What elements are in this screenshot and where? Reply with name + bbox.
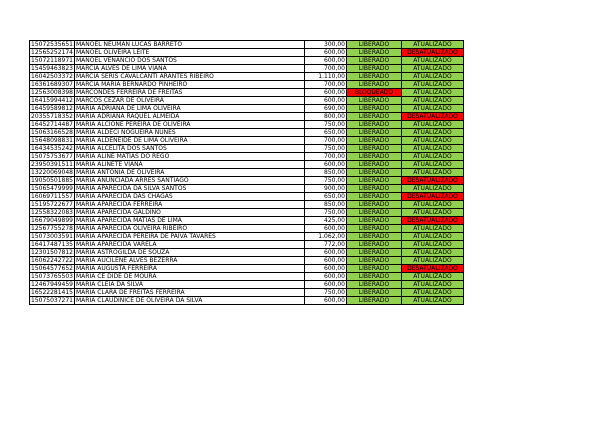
cell-atualizacao: ATUALIZADO xyxy=(402,249,464,257)
cell-valor: 850,00 xyxy=(305,169,347,177)
table-body xyxy=(30,41,464,305)
cell-valor: 690,00 xyxy=(305,105,347,113)
cell-name: MARIA CLEIA DA SILVA xyxy=(75,281,305,289)
cell-status: LIBERADO xyxy=(347,241,402,249)
cell-atualizacao: ATUALIZADO xyxy=(402,201,464,209)
cell-status: LIBERADO xyxy=(347,257,402,265)
table-row xyxy=(30,121,464,129)
cell-id: 15073765503 xyxy=(31,273,73,280)
cell-id: 12467949459 xyxy=(31,281,73,288)
cell-name: MARIA ASTROGILDA DE SOUZA xyxy=(75,249,305,257)
table-row xyxy=(30,217,464,225)
table-row xyxy=(30,289,464,297)
cell-name: MARCIA SERIS CAVALCANTI ARANTES RIBEIRO xyxy=(75,73,305,81)
cell-name: MARIA ALINETE VIANA xyxy=(75,161,305,169)
table-row xyxy=(30,177,464,185)
table-row xyxy=(30,145,464,153)
cell-status: LIBERADO xyxy=(347,193,402,201)
table-row xyxy=(30,273,464,281)
cell-name: MARIA CLARA DE FREITAS FERREIRA xyxy=(75,289,305,297)
cell-atualizacao: DESATUALIZADO xyxy=(402,217,464,225)
cell-valor: 650,00 xyxy=(305,129,347,137)
cell-id: 15195722677 xyxy=(31,201,73,208)
cell-id: 16415994412 xyxy=(31,97,73,104)
cell-atualizacao: ATUALIZADO xyxy=(402,105,464,113)
table-row xyxy=(30,201,464,209)
cell-id: 15065479999 xyxy=(31,185,73,192)
cell-status: LIBERADO xyxy=(347,201,402,209)
table-row xyxy=(30,281,464,289)
cell-atualizacao: ATUALIZADO xyxy=(402,73,464,81)
cell-status: LIBERADO xyxy=(347,289,402,297)
table-row xyxy=(30,129,464,137)
cell-atualizacao: ATUALIZADO xyxy=(402,209,464,217)
cell-valor: 600,00 xyxy=(305,49,347,57)
cell-atualizacao: DESATUALIZADO xyxy=(402,193,464,201)
cell-id: 16417487135 xyxy=(31,241,73,248)
table-row xyxy=(30,257,464,265)
cell-name: MANOEL NEUMAN LUCAS BARRETO xyxy=(75,41,305,49)
cell-status: LIBERADO xyxy=(347,281,402,289)
cell-id: 15072535651 xyxy=(31,41,73,48)
cell-id: 12563008398 xyxy=(31,89,73,96)
cell-id: 12558322083 xyxy=(31,209,73,216)
table-row xyxy=(30,153,464,161)
cell-atualizacao: ATUALIZADO xyxy=(402,57,464,65)
cell-status: LIBERADO xyxy=(347,145,402,153)
cell-atualizacao: ATUALIZADO xyxy=(402,81,464,89)
table-row xyxy=(30,297,464,305)
cell-valor: 750,00 xyxy=(305,289,347,297)
cell-status: LIBERADO xyxy=(347,265,402,273)
cell-name: MARIA APARECIDA OLIVEIRA RIBEIRO xyxy=(75,225,305,233)
cell-valor: 600,00 xyxy=(305,161,347,169)
cell-id: 12567755278 xyxy=(31,225,73,232)
cell-id: 16679049899 xyxy=(31,217,73,224)
cell-id: 16361689307 xyxy=(31,81,73,88)
table-row xyxy=(30,137,464,145)
cell-valor: 600,00 xyxy=(305,89,347,97)
cell-status: LIBERADO xyxy=(347,97,402,105)
cell-status: LIBERADO xyxy=(347,161,402,169)
table-row xyxy=(30,233,464,241)
cell-valor: 700,00 xyxy=(305,81,347,89)
cell-atualizacao: ATUALIZADO xyxy=(402,121,464,129)
table-row xyxy=(30,57,464,65)
cell-valor: 425,00 xyxy=(305,217,347,225)
table-row xyxy=(30,49,464,57)
table-row xyxy=(30,113,464,121)
table-row xyxy=(30,65,464,73)
cell-valor: 900,00 xyxy=(305,185,347,193)
cell-status: LIBERADO xyxy=(347,121,402,129)
cell-valor: 600,00 xyxy=(305,257,347,265)
cell-name: MARCIA MARIA BERNARDO PINHEIRO xyxy=(75,81,305,89)
cell-atualizacao: ATUALIZADO xyxy=(402,185,464,193)
table-row xyxy=(30,161,464,169)
cell-name: MARIA ALINE MATIAS DO REGO xyxy=(75,153,305,161)
cell-id: 16522281415 xyxy=(31,289,73,296)
cell-name: MARCONDES FERREIRA DE FREITAS xyxy=(75,89,305,97)
cell-id: 16459589812 xyxy=(31,105,73,112)
cell-valor: 300,00 xyxy=(305,41,347,49)
cell-name: MARIA CLAUDINICE DE OLIVEIRA DA SILVA xyxy=(75,297,305,305)
cell-atualizacao: ATUALIZADO xyxy=(402,145,464,153)
cell-valor: 750,00 xyxy=(305,121,347,129)
cell-atualizacao: ATUALIZADO xyxy=(402,89,464,97)
cell-valor: 600,00 xyxy=(305,297,347,305)
cell-valor: 650,00 xyxy=(305,193,347,201)
cell-id: 15073003591 xyxy=(31,233,73,240)
beneficiary-table xyxy=(29,40,464,305)
cell-atualizacao: ATUALIZADO xyxy=(402,65,464,73)
cell-status: LIBERADO xyxy=(347,73,402,81)
cell-valor: 600,00 xyxy=(305,265,347,273)
cell-name: MARIA ALDECI NOGUEIRA NUNES xyxy=(75,129,305,137)
table-row xyxy=(30,209,464,217)
cell-name: MARIA ALCIONE PEREIRA DE OLIVEIRA xyxy=(75,121,305,129)
cell-name: MARIA ANTONIA DE OLIVEIRA xyxy=(75,169,305,177)
table-row xyxy=(30,105,464,113)
cell-id: 20355718352 xyxy=(31,113,73,120)
cell-id: 15648098831 xyxy=(31,137,73,144)
table-row xyxy=(30,225,464,233)
cell-name: MARIA APARECIDA DAS CHAGAS xyxy=(75,193,305,201)
cell-status: BLOQUEADO xyxy=(347,89,402,97)
cell-status: LIBERADO xyxy=(347,233,402,241)
cell-name: MARIA ADRIANA DE LIMA OLIVEIRA xyxy=(75,105,305,113)
cell-id: 16452714487 xyxy=(31,121,73,128)
cell-status: LIBERADO xyxy=(347,81,402,89)
cell-name: MARIA ANUNCIADA ARRES SANTIAGO xyxy=(75,177,305,185)
cell-atualizacao: ATUALIZADO xyxy=(402,97,464,105)
cell-status: LIBERADO xyxy=(347,217,402,225)
table-row xyxy=(30,249,464,257)
cell-name: MARIA APARECIDA PEREIRA DE PAIVA TAVARES xyxy=(75,233,305,241)
cell-atualizacao: ATUALIZADO xyxy=(402,289,464,297)
cell-id: 12301507812 xyxy=(31,249,73,256)
cell-valor: 1.110,00 xyxy=(305,73,347,81)
cell-id: 16069711557 xyxy=(31,193,73,200)
cell-valor: 600,00 xyxy=(305,57,347,65)
cell-atualizacao: ATUALIZADO xyxy=(402,225,464,233)
cell-name: MARCIA ALVES DE LIMA VIANA xyxy=(75,65,305,73)
cell-valor: 1.062,00 xyxy=(305,233,347,241)
cell-id: 15075037271 xyxy=(31,297,73,304)
cell-id: 15072118971 xyxy=(31,57,73,64)
cell-name: MARIA APARECIDA MATIAS DE LIMA xyxy=(75,217,305,225)
cell-status: LIBERADO xyxy=(347,249,402,257)
cell-id: 12565252174 xyxy=(31,49,73,56)
table-row xyxy=(30,73,464,81)
cell-status: LIBERADO xyxy=(347,137,402,145)
cell-status: LIBERADO xyxy=(347,41,402,49)
cell-atualizacao: ATUALIZADO xyxy=(402,129,464,137)
cell-status: LIBERADO xyxy=(347,105,402,113)
cell-name: MARIA CE DIDE DE MOURA xyxy=(75,273,305,281)
cell-name: MARIA APARECIDA FERREIRA xyxy=(75,201,305,209)
cell-status: LIBERADO xyxy=(347,153,402,161)
cell-name: MARIA APARECIDA VARELA xyxy=(75,241,305,249)
cell-atualizacao: DESATUALIZADO xyxy=(402,113,464,121)
cell-valor: 700,00 xyxy=(305,65,347,73)
cell-status: LIBERADO xyxy=(347,65,402,73)
cell-name: MANOEL OLIVEIRA LEITE xyxy=(75,49,305,57)
cell-id: 16434535242 xyxy=(31,145,73,152)
cell-valor: 750,00 xyxy=(305,209,347,217)
cell-status: LIBERADO xyxy=(347,49,402,57)
cell-valor: 850,00 xyxy=(305,201,347,209)
table-row xyxy=(30,97,464,105)
cell-atualizacao: ATUALIZADO xyxy=(402,297,464,305)
cell-name: MARIA APARECIDA GALDINO xyxy=(75,209,305,217)
cell-id: 16042503372 xyxy=(31,73,73,80)
cell-status: LIBERADO xyxy=(347,209,402,217)
cell-valor: 600,00 xyxy=(305,273,347,281)
cell-status: LIBERADO xyxy=(347,185,402,193)
cell-atualizacao: ATUALIZADO xyxy=(402,241,464,249)
cell-atualizacao: ATUALIZADO xyxy=(402,169,464,177)
cell-atualizacao: ATUALIZADO xyxy=(402,153,464,161)
cell-status: LIBERADO xyxy=(347,169,402,177)
cell-name: MARIA ALDENEIDE DE LIMA OLIVEIRA xyxy=(75,137,305,145)
cell-id: 19050501885 xyxy=(31,177,73,184)
cell-atualizacao: ATUALIZADO xyxy=(402,281,464,289)
cell-valor: 772,00 xyxy=(305,241,347,249)
cell-id: 13220069048 xyxy=(31,169,73,176)
cell-id: 15459463823 xyxy=(31,65,73,72)
cell-status: LIBERADO xyxy=(347,225,402,233)
cell-valor: 800,00 xyxy=(305,113,347,121)
cell-name: MANOEL VENANCIO DOS SANTOS xyxy=(75,57,305,65)
cell-name: MARIA ALCELITA DOS SANTOS xyxy=(75,145,305,153)
cell-valor: 750,00 xyxy=(305,145,347,153)
cell-atualizacao: ATUALIZADO xyxy=(402,257,464,265)
cell-status: LIBERADO xyxy=(347,177,402,185)
cell-status: LIBERADO xyxy=(347,113,402,121)
table-row xyxy=(30,41,464,49)
cell-valor: 750,00 xyxy=(305,177,347,185)
cell-status: LIBERADO xyxy=(347,129,402,137)
cell-id: 15063166528 xyxy=(31,129,73,136)
cell-name: MARIA AUCILENE ALVES BEZERRA xyxy=(75,257,305,265)
table-row xyxy=(30,169,464,177)
cell-name: MARIA APARECIDA DA SILVA SANTOS xyxy=(75,185,305,193)
cell-atualizacao: ATUALIZADO xyxy=(402,137,464,145)
cell-valor: 600,00 xyxy=(305,249,347,257)
cell-atualizacao: ATUALIZADO xyxy=(402,41,464,49)
table-row xyxy=(30,241,464,249)
cell-valor: 700,00 xyxy=(305,137,347,145)
table-row xyxy=(30,185,464,193)
cell-atualizacao: ATUALIZADO xyxy=(402,233,464,241)
cell-atualizacao: DESATUALIZADO xyxy=(402,265,464,273)
cell-atualizacao: DESATUALIZADO xyxy=(402,49,464,57)
cell-status: LIBERADO xyxy=(347,297,402,305)
cell-status: LIBERADO xyxy=(347,273,402,281)
cell-valor: 700,00 xyxy=(305,153,347,161)
cell-name: MARIA ADRIANA RAQUEL ALMEIDA xyxy=(75,113,305,121)
cell-valor: 600,00 xyxy=(305,97,347,105)
cell-valor: 600,00 xyxy=(305,225,347,233)
table-row xyxy=(30,89,464,97)
cell-valor: 600,00 xyxy=(305,281,347,289)
cell-atualizacao: DESATUALIZADO xyxy=(402,177,464,185)
cell-id: 16062242722 xyxy=(31,257,73,264)
cell-id: 23950391511 xyxy=(31,161,73,168)
table-row xyxy=(30,81,464,89)
cell-atualizacao: ATUALIZADO xyxy=(402,273,464,281)
cell-name: MARCOS CEZAR DE OLIVEIRA xyxy=(75,97,305,105)
table-row xyxy=(30,265,464,273)
cell-status: LIBERADO xyxy=(347,57,402,65)
cell-id: 15075753677 xyxy=(31,153,73,160)
cell-name: MARIA AUGUSTA FERREIRA xyxy=(75,265,305,273)
cell-atualizacao: ATUALIZADO xyxy=(402,161,464,169)
cell-id: 15064577652 xyxy=(31,265,73,272)
table-row xyxy=(30,193,464,201)
